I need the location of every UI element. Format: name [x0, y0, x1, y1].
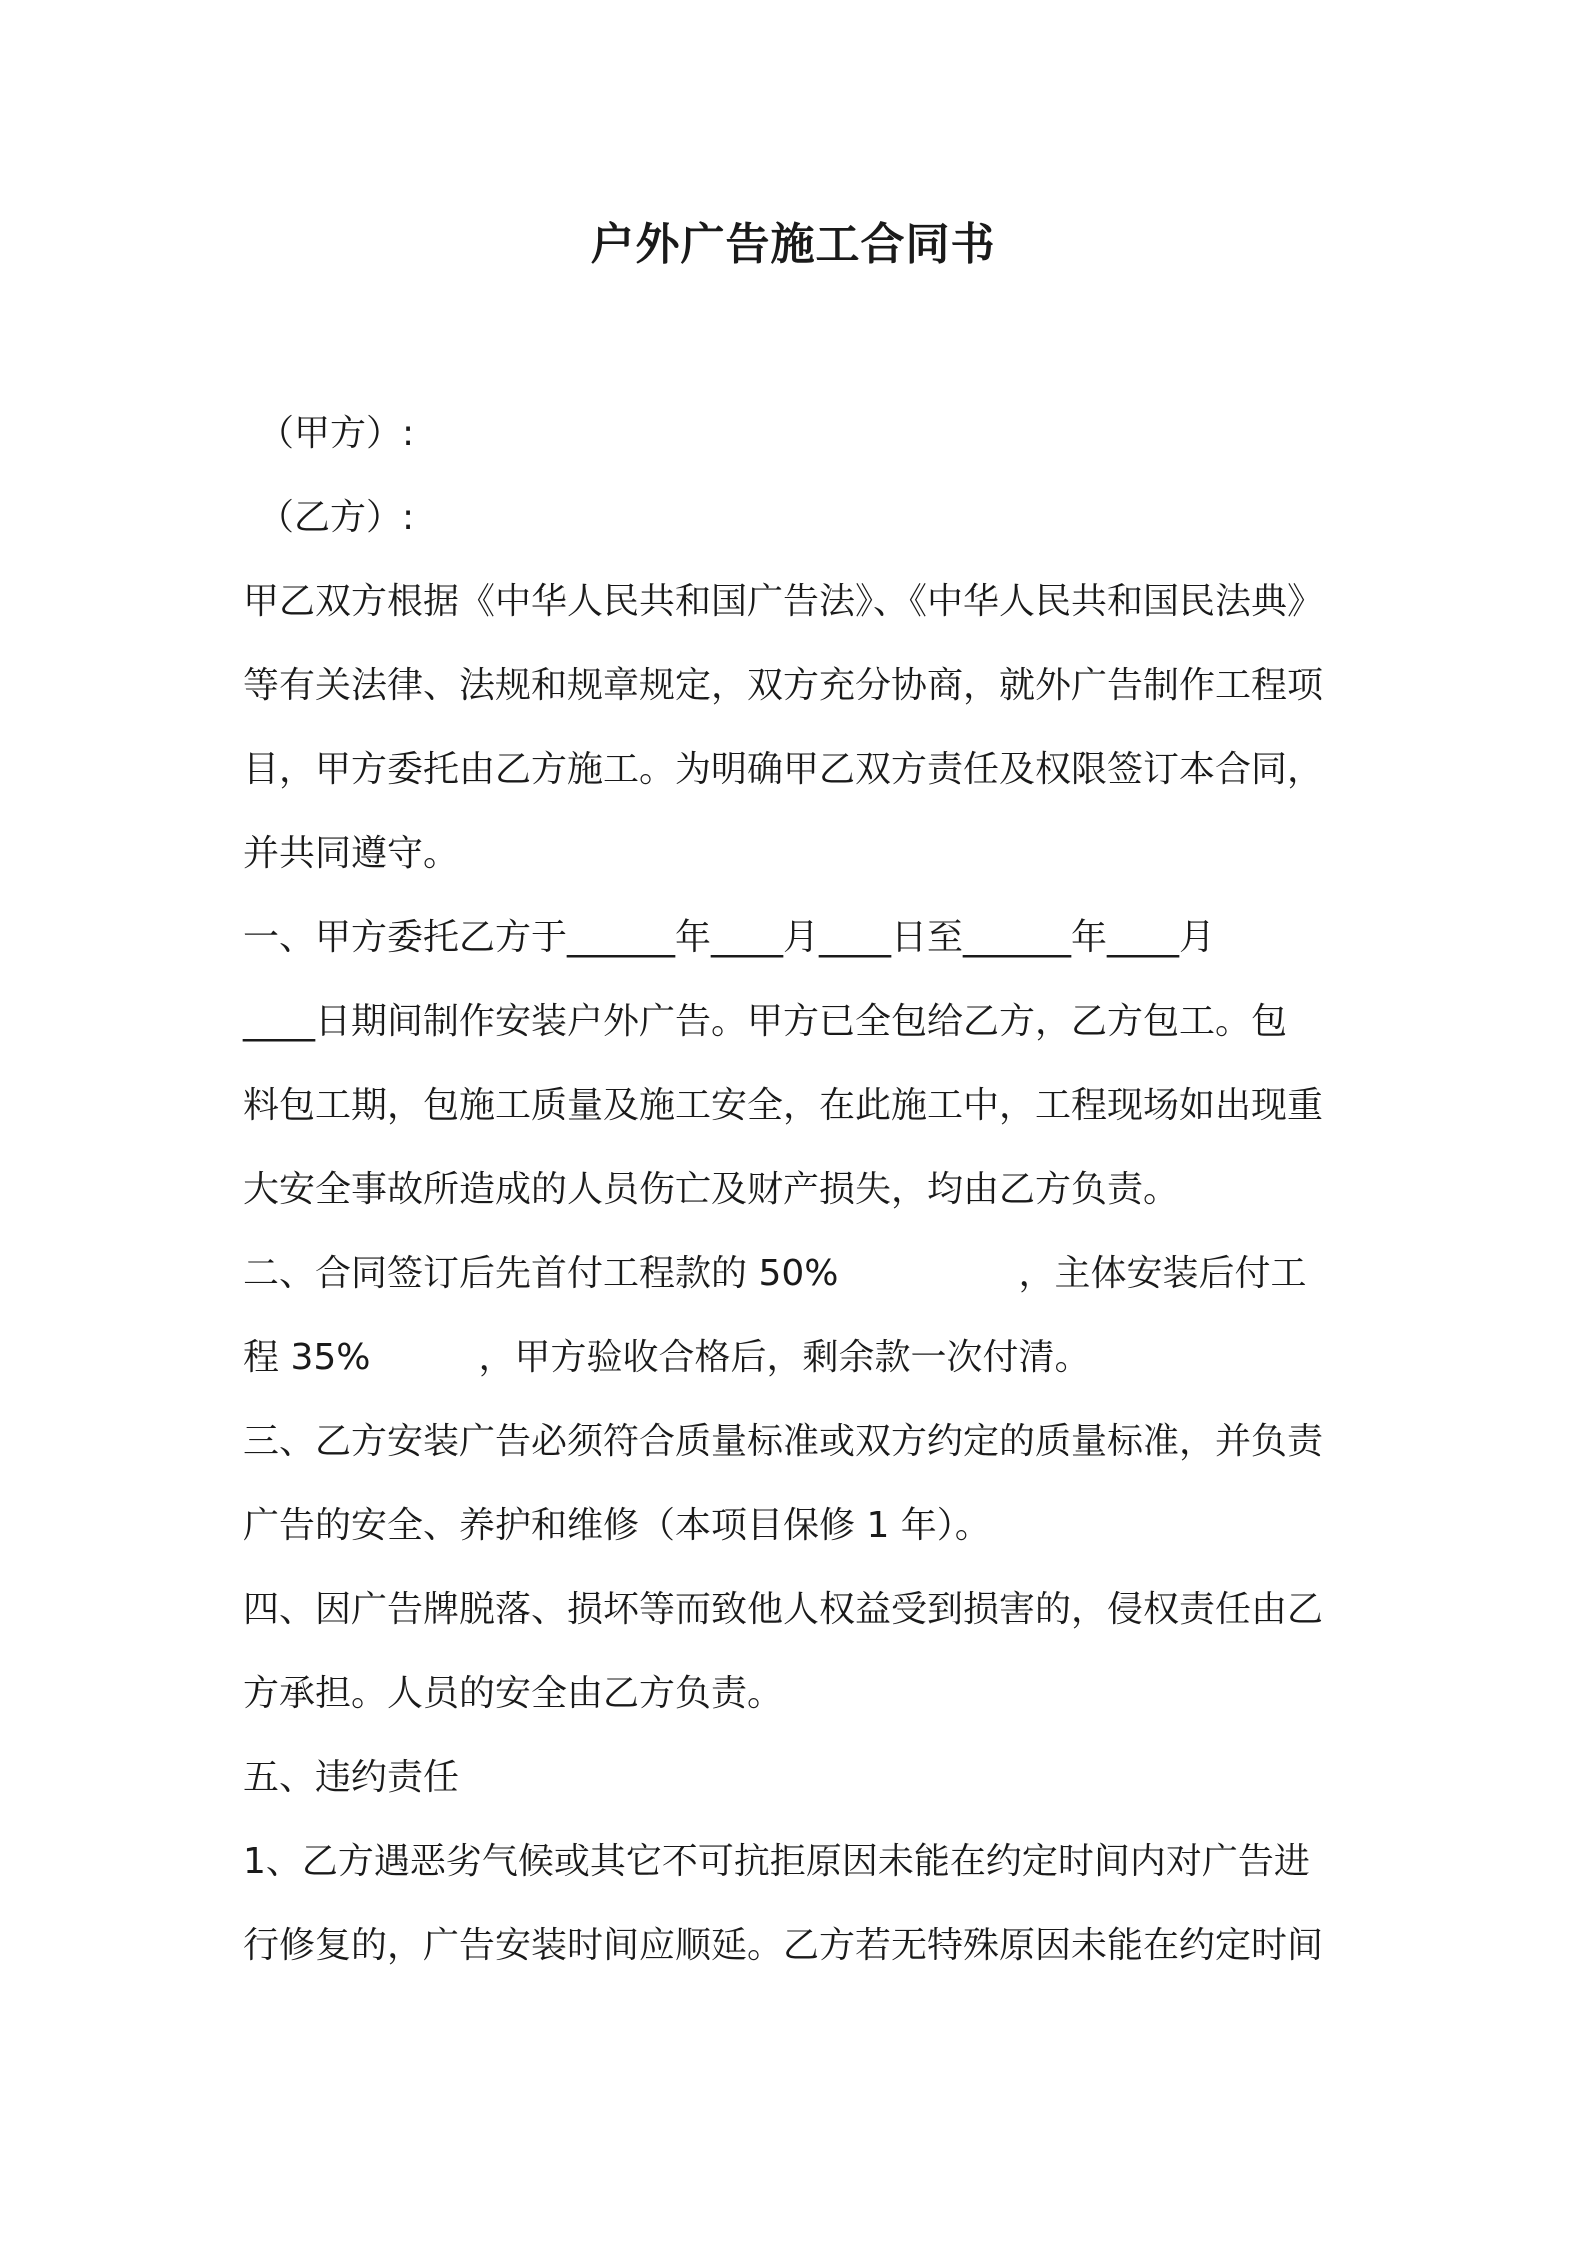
party-b-label: （乙方）:: [258, 497, 415, 538]
party-a-label: （甲方）:: [258, 413, 415, 454]
body-line: 甲乙双方根据《中华人民共和国广告法》、《中华人民共和国民法典》: [243, 581, 1324, 622]
body-line: 等有关法律、法规和规章规定，双方充分协商，就外广告制作工程项: [243, 665, 1324, 706]
clause-4-line: 方承担。人员的安全由乙方负责。: [243, 1673, 784, 1714]
clause-5-1-line: 行修复的，广告安装时间应顺延。乙方若无特殊原因未能在约定时间: [243, 1925, 1324, 1966]
clause-1-line: 一、甲方委托乙方于______年____月____日至______年____月: [243, 917, 1216, 958]
clause-4-line: 四、因广告牌脱落、损坏等而致他人权益受到损害的，侵权责任由乙: [243, 1589, 1324, 1630]
clause-5-heading: 五、违约责任: [243, 1757, 460, 1798]
clause-1-line: 大安全事故所造成的人员伤亡及财产损失，均由乙方负责。: [243, 1169, 1180, 1210]
clause-3-line: 三、乙方安装广告必须符合质量标准或双方约定的质量标准，并负责: [243, 1421, 1324, 1462]
clause-2-line: 程 35% ，甲方验收合格后，剩余款一次付清。: [243, 1337, 1091, 1378]
clause-1-line: 料包工期，包施工质量及施工安全，在此施工中，工程现场如出现重: [243, 1085, 1324, 1126]
document-title: 户外广告施工合同书: [590, 219, 996, 270]
clause-5-1-line: 1、乙方遇恶劣气候或其它不可抗拒原因未能在约定时间内对广告进: [243, 1841, 1310, 1882]
body-line: 目，甲方委托由乙方施工。为明确甲乙双方责任及权限签订本合同，: [243, 749, 1324, 790]
body-line: 并共同遵守。: [243, 833, 460, 874]
clause-3-line: 广告的安全、养护和维修（本项目保修 1 年）。: [243, 1505, 991, 1546]
clause-2-line: 二、合同签订后先首付工程款的 50% ，主体安装后付工: [243, 1253, 1307, 1294]
clause-1-line: ____日期间制作安装户外广告。甲方已全包给乙方，乙方包工。包: [243, 1001, 1288, 1042]
